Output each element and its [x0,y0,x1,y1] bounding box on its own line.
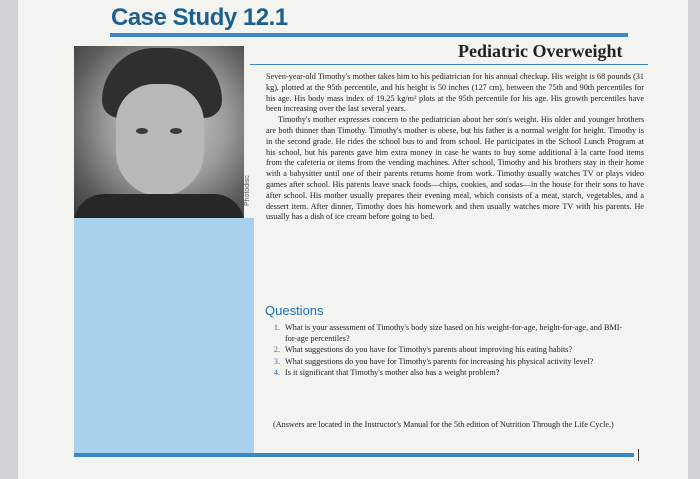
boy-photo [74,46,244,218]
case-subtitle: Pediatric Overweight [458,41,623,61]
question-item [262,323,630,344]
question-number: 4. [273,368,280,377]
side-panel [74,218,254,454]
bottom-rule [74,453,634,457]
question-item [262,368,630,379]
question-text: What is your assessment of Timothy's body size based on his weight-for-age, height-for-age, and BMI-for-age percentiles? [285,323,623,343]
textbook-page [18,0,688,479]
question-number: 1. [273,323,280,332]
question-number: 3. [273,356,280,366]
question-item [262,357,630,368]
answers-note: (Answers are located in the Instructor's Manual for the 5th edition of Nutrition Through the Life Cycle.) [273,420,614,429]
question-text: What suggestions do you have for Timothy's parents about improving his eating habits? [285,345,573,354]
case-paragraph-1: Seven-year-old Timothy's mother takes him to his pediatrician for his annual checkup. His weight is 68 pounds (31 kg), plotted at the 95th percentile, and his height is 50 inches (127 cm), between the 75th and 90th percentiles for his age. His body mass index of 19.25 kg/m² plots at the 95th percentile for his age. His growth percentiles have been increasing over the last several years. [266,72,644,114]
title-rule [110,33,628,37]
case-paragraph-2: Timothy's mother expresses concern to the pediatrician about her son's weight. His older and younger brothers are both thinner than Timothy. Timothy's mother is obese, but his father is a normal weight for height. Timothy is in the second grade. He rides the school bus to and from school. He participates in the School Lunch Program at his school, but his parents gave him extra money in case he wants to buy some additional à la carte food items from the cafeteria or items from the vending machines. After school, Timothy and his brothers stay in their home with a babysitter until one of their parents returns home from work. Timothy usually watches TV or plays video games after school. His parents leave snack foods—chips, cookies, and sodas—in the house for their sons to have after school. His mother usually prepares their evening meal, which consists of a meat, starch, vegetables, and a dessert item. After dinner, Timothy does his homework and then usually watches more TV with his parents. He usually has a dish of ice cream before going to bed. [266,115,644,222]
question-number: 2. [273,345,280,354]
question-item [262,345,630,356]
case-study-title: Case Study 12.1 [111,4,288,31]
photo-credit: Photodisc [244,175,251,206]
case-body [266,72,644,223]
text-cursor [638,449,639,461]
subtitle-rule [250,64,648,65]
question-text: What suggestions do you have for Timothy's parents for increasing his physical activity level? [285,356,594,366]
questions-heading: Questions [265,303,324,318]
question-text: Is it significant that Timothy's mother also has a weight problem? [285,368,500,377]
questions-list [262,323,630,380]
